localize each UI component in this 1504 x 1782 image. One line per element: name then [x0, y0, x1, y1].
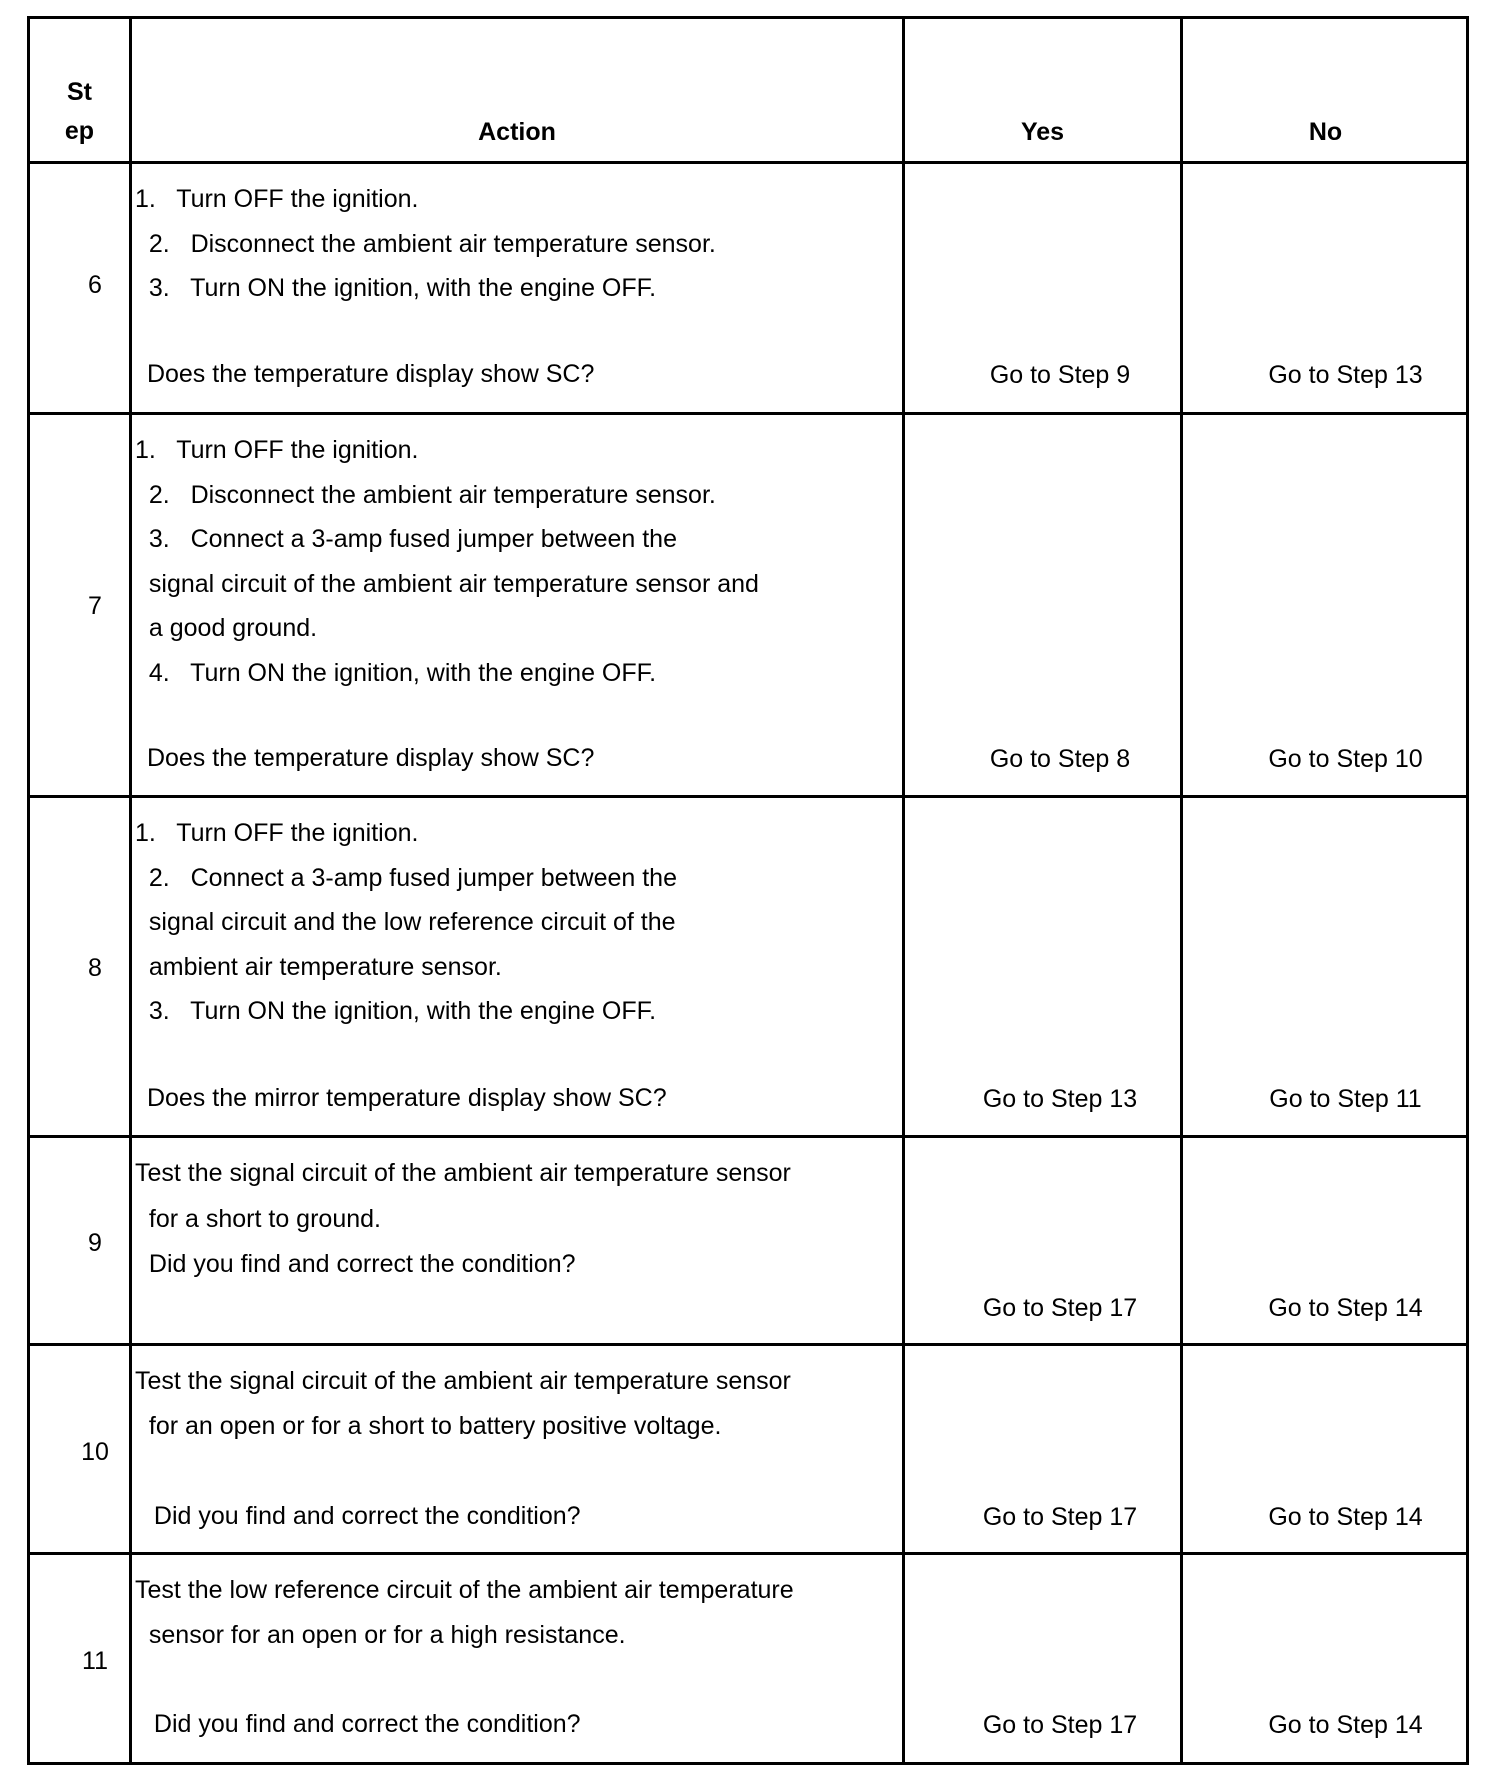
- action-line: signal circuit of the ambient air temperature sensor and: [135, 569, 759, 598]
- action-question: Did you find and correct the condition?: [140, 1710, 581, 1738]
- action-question: Does the temperature display show SC?: [140, 744, 595, 772]
- row-divider: [30, 795, 1466, 798]
- action-line: Did you find and correct the condition?: [135, 1250, 576, 1278]
- action-cell: [135, 811, 900, 1034]
- action-line: signal circuit and the low reference circuit of the: [135, 908, 676, 936]
- row-divider: [30, 161, 1466, 164]
- action-question: Did you find and correct the condition?: [140, 1502, 581, 1530]
- step-number: 6: [88, 271, 102, 299]
- action-cell: [135, 428, 900, 695]
- action-line: 1. Turn OFF the ignition.: [135, 436, 419, 464]
- column-divider: [1180, 19, 1183, 1762]
- row-divider: [30, 1552, 1466, 1555]
- action-line: 3. Turn ON the ignition, with the engine OFF.: [135, 997, 657, 1025]
- action-line: 1. Turn OFF the ignition.: [135, 819, 419, 847]
- action-line: 1. Turn OFF the ignition.: [135, 185, 419, 213]
- action-cell: [135, 1359, 900, 1448]
- action-line: 2. Connect a 3-amp fused jumper between the: [135, 863, 677, 892]
- no-result: Go to Step 14: [1268, 1503, 1423, 1531]
- no-result: Go to Step 11: [1269, 1085, 1422, 1113]
- action-cell: [135, 1151, 900, 1288]
- action-line: 3. Turn ON the ignition, with the engine OFF.: [135, 274, 657, 302]
- procedure-table: [27, 16, 1469, 1765]
- step-number: 9: [88, 1229, 102, 1257]
- action-line: Test the signal circuit of the ambient air temperature sensor: [135, 1367, 791, 1395]
- action-line: 4. Turn ON the ignition, with the engine OFF.: [135, 658, 657, 687]
- no-result: Go to Step 14: [1268, 1711, 1423, 1739]
- column-divider: [902, 19, 905, 1762]
- action-question: Does the mirror temperature display show SC?: [140, 1084, 667, 1112]
- yes-result: Go to Step 17: [982, 1294, 1138, 1322]
- action-line: for an open or for a short to battery positive voltage.: [135, 1411, 722, 1440]
- header-yes: Yes: [1020, 118, 1065, 146]
- action-cell: [135, 1568, 900, 1657]
- action-line: a good ground.: [135, 614, 318, 642]
- action-line: ambient air temperature sensor.: [135, 952, 502, 981]
- row-divider: [30, 1135, 1466, 1138]
- yes-result: Go to Step 8: [989, 745, 1131, 773]
- no-result: Go to Step 13: [1268, 361, 1423, 389]
- no-result: Go to Step 10: [1268, 745, 1423, 773]
- action-line: Test the signal circuit of the ambient air temperature sensor: [135, 1159, 791, 1187]
- action-line: 2. Disconnect the ambient air temperature sensor.: [135, 480, 716, 509]
- no-result: Go to Step 14: [1268, 1294, 1423, 1322]
- header-step: St ep: [64, 78, 95, 145]
- step-number: 8: [88, 954, 102, 982]
- yes-result: Go to Step 9: [989, 361, 1131, 389]
- step-number: 11: [82, 1647, 108, 1675]
- header-no: No: [1308, 118, 1343, 146]
- action-line: Test the low reference circuit of the ambient air temperature: [135, 1576, 794, 1604]
- action-line: sensor for an open or for a high resistance.: [135, 1620, 626, 1649]
- yes-result: Go to Step 13: [982, 1085, 1138, 1113]
- action-question: Does the temperature display show SC?: [140, 360, 595, 388]
- yes-result: Go to Step 17: [982, 1711, 1138, 1739]
- action-line: 2. Disconnect the ambient air temperature sensor.: [135, 229, 716, 258]
- action-cell: [135, 177, 900, 311]
- yes-result: Go to Step 17: [982, 1503, 1138, 1531]
- row-divider: [30, 412, 1466, 415]
- step-number: 7: [88, 592, 102, 620]
- step-number: 10: [81, 1438, 109, 1466]
- action-line: 3. Connect a 3-amp fused jumper between the: [135, 525, 677, 553]
- action-line: for a short to ground.: [135, 1204, 381, 1233]
- row-divider: [30, 1343, 1466, 1346]
- header-action: Action: [478, 118, 556, 146]
